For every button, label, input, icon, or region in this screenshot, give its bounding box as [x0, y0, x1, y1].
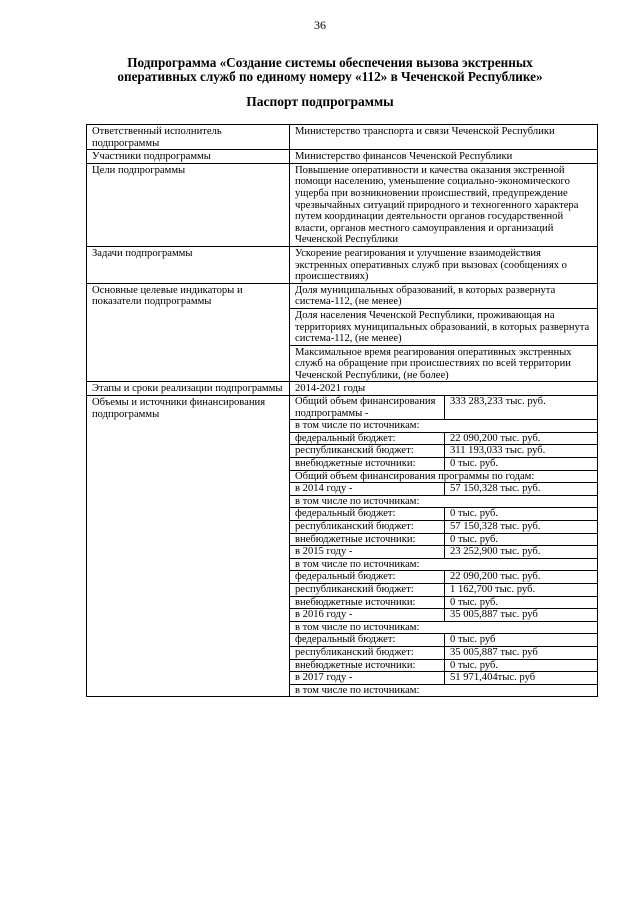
funding-row — [290, 596, 597, 609]
title-line-1: Подпрограмма «Создание системы обеспечения вызова экстренных — [127, 55, 533, 70]
row-value: Ускорение реагирования и улучшение взаимодействия экстренных оперативных служб при вызовах (сообщениях о происшествиях) — [290, 246, 598, 283]
funding-row — [290, 621, 597, 634]
indicator-item: Доля населения Чеченской Республики, проживающая на территориях муниципальных образований, в которых развернута система-112, (не менее) — [290, 308, 597, 345]
row-value: Повышение оперативности и качества оказания экстренной помощи населению, уменьшение социально-экономического ущерба при возникновении происшествий, предупреждение чрезвычайных ситуаций природного и техногенного характера путем координации деятельности органов государственной власти, органов местного самоуправления и организаций Чеченской Республики — [290, 163, 598, 246]
row-value: Министерство финансов Чеченской Республики — [290, 150, 598, 164]
funding-amount: 51 971,404тыс. руб — [445, 672, 598, 685]
table-row-participants — [87, 150, 598, 164]
funding-amount: 0 тыс. руб — [445, 634, 598, 647]
funding-row — [290, 583, 597, 596]
funding-span-label: в том числе по источникам: — [290, 558, 597, 571]
table-row-tasks — [87, 246, 598, 283]
funding-row — [290, 470, 597, 483]
row-label: Задачи подпрограммы — [87, 246, 290, 283]
funding-source-label: в 2017 году - — [290, 672, 445, 685]
funding-amount: 22 090,200 тыс. руб. — [445, 571, 598, 584]
document-title — [70, 56, 590, 84]
funding-row — [290, 684, 597, 696]
row-value: Министерство транспорта и связи Чеченской Республики — [290, 125, 598, 150]
funding-row — [290, 533, 597, 546]
funding-row — [290, 508, 597, 521]
table-row-stages — [87, 382, 598, 396]
funding-source-label: республиканский бюджет: — [290, 646, 445, 659]
funding-span-label: в том числе по источникам: — [290, 684, 597, 696]
funding-source-label: федеральный бюджет: — [290, 571, 445, 584]
funding-amount: 35 005,887 тыс. руб — [445, 646, 598, 659]
funding-row — [290, 672, 597, 685]
row-label: Ответственный исполнитель подпрограммы — [87, 125, 290, 150]
page-number: 36 — [314, 18, 326, 32]
funding-source-label: Общий объем финансирования подпрограммы - — [290, 396, 445, 420]
passport-table — [86, 124, 598, 697]
funding-row — [290, 558, 597, 571]
funding-source-label: внебюджетные источники: — [290, 596, 445, 609]
funding-row — [290, 396, 597, 420]
funding-amount: 333 283,233 тыс. руб. — [450, 396, 546, 408]
funding-amount: 57 150,328 тыс. руб. — [445, 521, 598, 534]
funding-row — [290, 571, 597, 584]
funding-table — [290, 396, 597, 696]
row-value: 2014-2021 годы — [290, 382, 598, 396]
section-subtitle: Паспорт подпрограммы — [246, 94, 394, 109]
funding-span-label: в том числе по источникам: — [290, 495, 597, 508]
funding-amount: 311 193,033 тыс. руб. — [445, 445, 598, 458]
funding-amount: 0 тыс. руб. — [445, 533, 598, 546]
row-label: Объемы и источники финансирования подпрограммы — [87, 396, 290, 697]
row-label: Основные целевые индикаторы и показатели подпрограммы — [87, 283, 290, 382]
funding-span-label: Общий объем финансирования программы по годам: — [290, 470, 597, 483]
funding-amount: 35 005,887 тыс. руб — [445, 609, 598, 622]
row-label: Цели подпрограммы — [87, 163, 290, 246]
funding-source-label: в 2016 году - — [290, 609, 445, 622]
funding-span-label: в том числе по источникам: — [290, 621, 597, 634]
row-label: Участники подпрограммы — [87, 150, 290, 164]
funding-cell — [290, 396, 598, 697]
funding-source-label: в 2015 году - — [290, 546, 445, 559]
funding-source-label: внебюджетные источники: — [290, 659, 445, 672]
funding-source-label: республиканский бюджет: — [290, 521, 445, 534]
funding-source-label: республиканский бюджет: — [290, 445, 445, 458]
funding-row — [290, 458, 597, 471]
funding-amount: 0 тыс. руб. — [445, 508, 598, 521]
funding-row — [290, 432, 597, 445]
funding-source-label: в 2014 году - — [290, 483, 445, 496]
funding-row — [290, 659, 597, 672]
indicator-item: Доля муниципальных образований, в которых развернута система-112, (не менее) — [295, 284, 556, 308]
funding-source-label: внебюджетные источники: — [290, 533, 445, 546]
funding-row — [290, 483, 597, 496]
funding-row — [290, 495, 597, 508]
table-row-executor — [87, 125, 598, 150]
title-line-2: оперативных служб по единому номеру «112» в Чеченской Республике» — [117, 69, 543, 84]
funding-source-label: федеральный бюджет: — [290, 508, 445, 521]
funding-amount: 0 тыс. руб. — [445, 659, 598, 672]
funding-row — [290, 445, 597, 458]
funding-amount: 0 тыс. руб. — [445, 596, 598, 609]
table-row-funding — [87, 396, 598, 697]
row-label: Этапы и сроки реализации подпрограммы — [87, 382, 290, 396]
funding-row — [290, 546, 597, 559]
funding-amount: 23 252,900 тыс. руб. — [445, 546, 598, 559]
indicator-list — [290, 283, 598, 382]
funding-row — [290, 521, 597, 534]
funding-amount: 57 150,328 тыс. руб. — [445, 483, 598, 496]
funding-row — [290, 609, 597, 622]
funding-span-label: в том числе по источникам: — [290, 420, 597, 433]
funding-row — [290, 646, 597, 659]
funding-source-label: федеральный бюджет: — [290, 634, 445, 647]
funding-amount: 1 162,700 тыс. руб. — [445, 583, 598, 596]
funding-row — [290, 634, 597, 647]
funding-source-label: федеральный бюджет: — [290, 432, 445, 445]
funding-source-label: республиканский бюджет: — [290, 583, 445, 596]
indicator-item: Максимальное время реагирования оперативных экстренных служб на обращение при происшествиях по всей территории Чеченской Республики, (не более) — [290, 345, 597, 382]
funding-amount: 0 тыс. руб. — [445, 458, 598, 471]
funding-amount: 22 090,200 тыс. руб. — [445, 432, 598, 445]
funding-source-label: внебюджетные источники: — [290, 458, 445, 471]
table-row-indicators — [87, 283, 598, 382]
funding-row — [290, 420, 597, 433]
table-row-goals — [87, 163, 598, 246]
